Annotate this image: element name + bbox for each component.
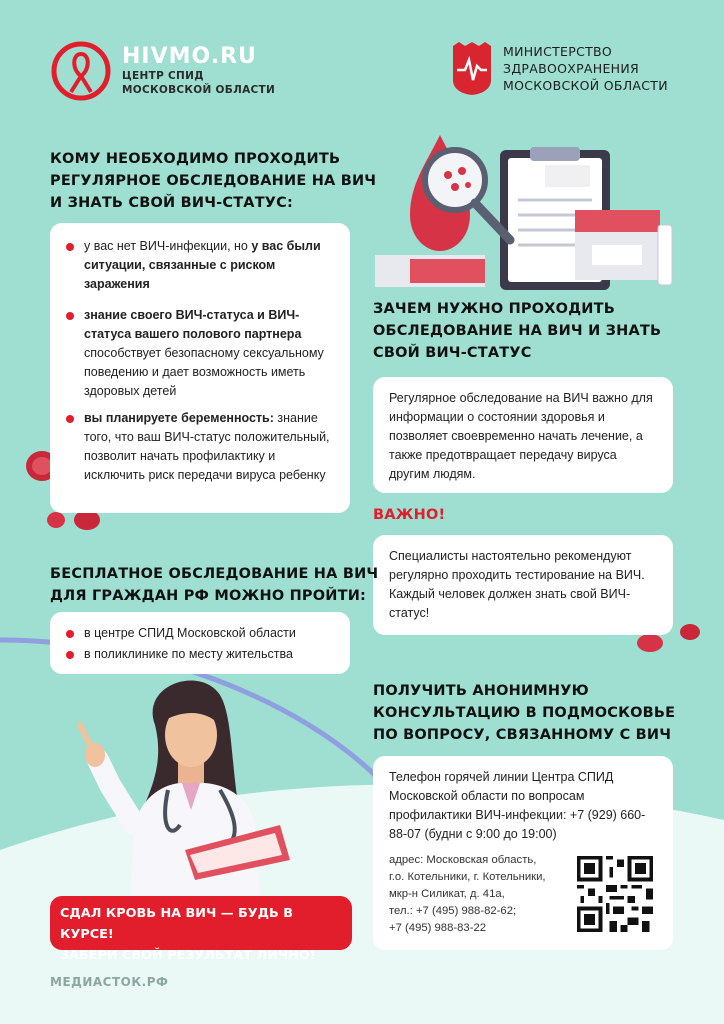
phone-line1[interactable]: тел.: +7 (495) 988-82-62;	[389, 905, 517, 917]
ministry-coat-of-arms-icon	[451, 40, 493, 96]
free-item-2: в поликлинике по месту жительства	[66, 645, 334, 664]
why-heading-line2: ОБСЛЕДОВАНИЕ НА ВИЧ И ЗНАТЬ	[373, 323, 662, 339]
hotline-text: Телефон горячей линии Центра СПИД Московской области по вопросам профилактики ВИЧ-инфекции: +7 (929) 660-88-07 (будни с 9:00 до 19:00)	[389, 770, 646, 841]
who-item-2-bold: знание своего ВИЧ-статуса и ВИЧ-статуса вашего полового партнера	[84, 308, 302, 341]
why-text: Регулярное обследование на ВИЧ важно для информации о состоянии здоровья и позволяет своевременно начать лечение, а также предотвращает передачу вируса другим людям.	[389, 391, 653, 481]
free-heading-line1: БЕСПЛАТНОЕ ОБСЛЕДОВАНИЕ НА ВИЧ	[50, 566, 379, 582]
who-heading-line1: КОМУ НЕОБХОДИМО ПРОХОДИТЬ	[50, 151, 341, 167]
cta-line2: ЗАБЕРИ СВОЙ РЕЗУЛЬТАТ ЛИЧНО!	[60, 948, 316, 963]
why-heading-line3: СВОЙ ВИЧ-СТАТУС	[373, 345, 532, 361]
who-heading-line3: И ЗНАТЬ СВОЙ ВИЧ-СТАТУС:	[50, 195, 294, 211]
consult-heading-line3: ПО ВОПРОСУ, СВЯЗАННОМУ С ВИЧ	[373, 727, 672, 743]
free-item-1: в центре СПИД Московской области	[66, 624, 334, 643]
free-heading	[50, 563, 378, 607]
qr-code[interactable]	[577, 856, 653, 932]
phone-line2[interactable]: +7 (495) 988-83-22	[389, 922, 487, 934]
who-item-1-text: у вас нет ВИЧ-инфекции, но	[84, 239, 252, 253]
who-heading-line2: РЕГУЛЯРНОЕ ОБСЛЕДОВАНИЕ НА ВИЧ	[50, 173, 377, 189]
logo-subtitle-line1: ЦЕНТР СПИД	[122, 70, 204, 82]
logo-subtitle-line2: МОСКОВСКОЙ ОБЛАСТИ	[122, 84, 276, 96]
ministry-line1: МИНИСТЕРСТВО	[503, 43, 613, 59]
consult-heading-line1: ПОЛУЧИТЬ АНОНИМНУЮ	[373, 683, 589, 699]
address-line1: адрес: Московская область,	[389, 854, 537, 866]
important-label: ВАЖНО!	[373, 507, 446, 523]
consult-heading	[373, 680, 675, 746]
important-card	[373, 535, 673, 635]
cta-line1: СДАЛ КРОВЬ НА ВИЧ — БУДЬ В КУРСЕ!	[60, 906, 294, 942]
ministry-line3: МОСКОВСКОЙ ОБЛАСТИ	[503, 77, 668, 93]
who-item-2	[66, 306, 334, 401]
who-heading	[50, 148, 376, 214]
why-heading	[373, 298, 661, 364]
cta-banner	[50, 896, 352, 963]
who-item-1-bold: у вас были ситуации, связанные с риском заражения	[84, 239, 321, 291]
address-line2: г.о. Котельники, г. Котельники,	[389, 871, 546, 883]
why-heading-line1: ЗАЧЕМ НУЖНО ПРОХОДИТЬ	[373, 301, 615, 317]
logo-title: HIVMO.RU	[122, 44, 257, 69]
who-item-3	[66, 409, 334, 485]
who-item-2-text: способствует безопасному сексуальному поведению и дает возможность иметь здоровых детей	[84, 346, 324, 398]
who-item-1	[66, 237, 334, 294]
important-text: Специалисты настоятельно рекомендуют регулярно проходить тестирование на ВИЧ. Каждый человек должен знать свой ВИЧ-статус!	[389, 549, 645, 620]
doctor-illustration	[70, 665, 320, 897]
aids-ribbon-icon	[50, 40, 112, 102]
hivmo-logo[interactable]	[50, 40, 275, 102]
ministry-line2: ЗДРАВООХРАНЕНИЯ	[503, 60, 640, 76]
who-card	[50, 223, 350, 513]
free-heading-line2: ДЛЯ ГРАЖДАН РФ МОЖНО ПРОЙТИ:	[50, 588, 367, 604]
footer-source[interactable]: МЕДИАСТОК.РФ	[50, 975, 169, 989]
medical-test-illustration	[370, 125, 680, 290]
why-card	[373, 377, 673, 493]
address-line3: мкр-н Силикат, д. 41а,	[389, 888, 505, 900]
consult-heading-line2: КОНСУЛЬТАЦИЮ В ПОДМОСКОВЬЕ	[373, 705, 676, 721]
ministry-logo[interactable]	[451, 40, 668, 96]
who-item-3-text: знание того, что ваш ВИЧ-статус положительный, позволит начать профилактику и исключить риск передачи вируса ребенку	[84, 411, 330, 482]
who-item-3-bold: вы планируете беременность:	[84, 411, 274, 425]
